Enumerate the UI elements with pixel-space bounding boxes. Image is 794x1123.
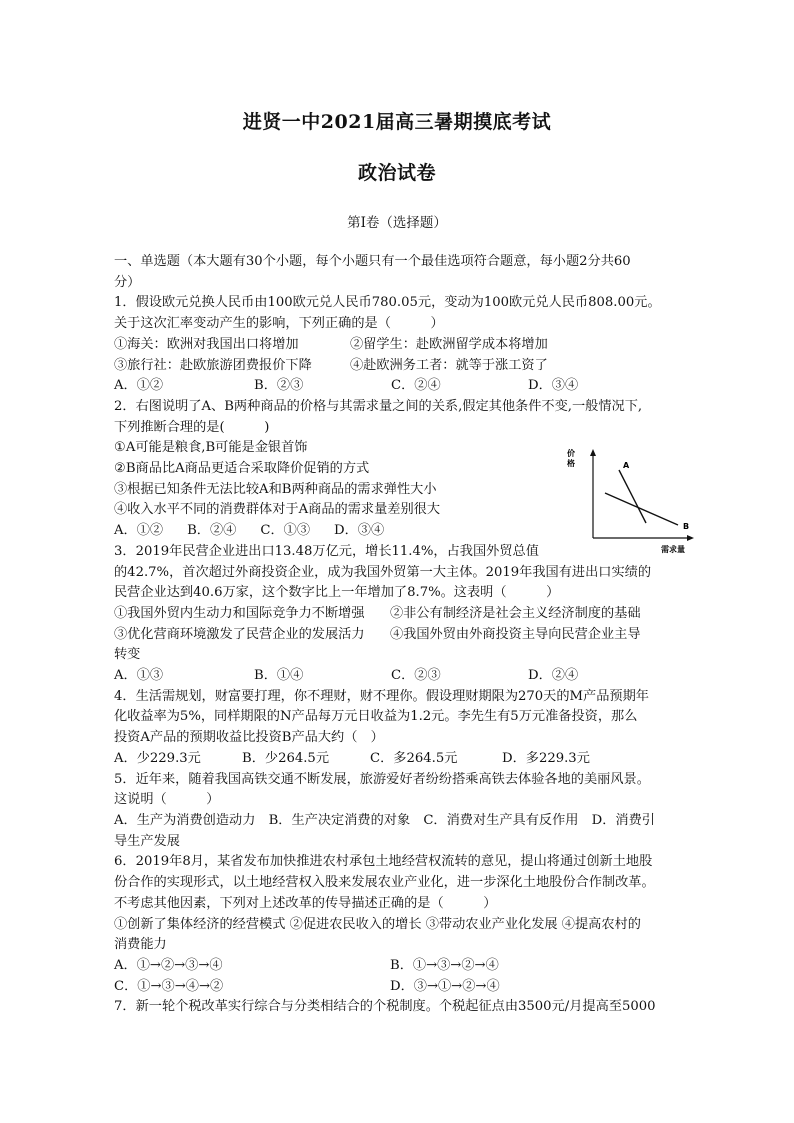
q6-items-line: ①创新了集体经济的经营模式 ②促进农民收入的增长 ③带动农业产业化发展 ④提高农村的: [114, 916, 641, 932]
section-intro-line: 分）: [114, 274, 141, 290]
q4-option-c: C．多264.5元: [370, 750, 458, 766]
q3-option-a: A．①③: [114, 668, 164, 684]
q6-option-b: B．①→③→②→④: [390, 957, 499, 973]
q5-stem: 5．近年来，随着我国高铁交通不断发展，旅游爱好者纷纷搭乘高铁去体验各地的美丽风景。: [114, 771, 650, 787]
q2-item: ①A可能是粮食,B可能是金银首饰: [114, 440, 308, 456]
q5-stem: 这说明（ ）: [114, 792, 220, 808]
q3-stem: 的42.7%，首次超过外商投资企业，成为我国外贸第一大主体。2019年我国有进出口实绩的: [114, 564, 652, 580]
q2-stem: 下列推断合理的是( ): [114, 419, 270, 435]
demand-line-a: [619, 470, 646, 523]
q3-item-tail: 转变: [114, 647, 141, 663]
x-axis-arrow: [687, 535, 694, 541]
q2-item: ②B商品比A商品更适合采取降价促销的方式: [114, 461, 370, 477]
q4-option-a: A．少229.3元: [114, 750, 201, 766]
q5-options-line: 导生产发展: [114, 833, 180, 849]
section-intro-line: 一、单选题（本大题有30个小题，每个小题只有一个最佳选项符合题意，每小题2分共60: [114, 254, 631, 269]
q2-option-a: A．①②: [114, 523, 164, 539]
q3-items-row: [114, 625, 684, 646]
q3-stem: 3．2019年民营企业进出口13.48万亿元，增长11.4%，占我国外贸总值: [114, 543, 539, 559]
q3-item: ②非公有制经济是社会主义经济制度的基础: [390, 605, 641, 621]
q1-option-c: C．②④: [391, 378, 441, 394]
q3-stem: 民营企业达到40.6万家，这个数字比上一年增加了8.7%。这表明（ ）: [114, 585, 560, 601]
q6-option-a: A．①→②→③→④: [114, 957, 223, 973]
q1-options: [114, 376, 684, 397]
q1-item: ④赴欧洲务工者：就等于涨工资了: [350, 357, 548, 373]
question-body: [114, 252, 684, 1018]
q6-option-c: C．①→③→④→②: [114, 978, 224, 994]
y-axis-label-line1: 价: [567, 449, 575, 458]
q1-option-a: A．①②: [114, 378, 164, 394]
q4-stem: 4．生活需规划，财富要打理，你不理财，财不理你。假设理财期限为270天的M产品预期年: [114, 688, 649, 704]
q1-item: ①海关：欧洲对我国出口将增加: [114, 336, 299, 352]
q1-stem: 1．假设欧元兑换人民币由100欧元兑人民币780.05元，变动为100欧元兑人民币808.00元。: [114, 295, 661, 311]
section-heading: 第Ⅰ卷（选择题）: [347, 215, 447, 231]
q3-item: ④我国外贸由外商投资主导向民营企业主导: [390, 626, 641, 642]
exam-subject: 政治试卷: [357, 162, 436, 184]
line-a-label: A: [623, 461, 630, 470]
q4-stem: 投资A产品的预期收益比投资B产品大约（ ）: [114, 730, 384, 746]
q2-demand-figure: [563, 446, 699, 554]
line-b-label: B: [683, 522, 690, 531]
q1-items-row: [114, 335, 684, 356]
q6-option-d: D．③→①→②→④: [390, 978, 500, 994]
q3-options: [114, 666, 684, 687]
q4-options: [114, 749, 684, 770]
q3-option-d: D．②④: [528, 668, 579, 684]
q1-option-b: B．②③: [254, 378, 304, 394]
q6-stem: 6．2019年8月，某省发布加快推进农村承包土地经营权流转的意见，提山将通过创新土地股: [114, 854, 653, 870]
q6-stem: 不考虑其他因素，下列对上述改革的传导描述正确的是（ ）: [114, 895, 497, 911]
q2-option-b: B．②④: [187, 523, 237, 539]
q6-options-row: [114, 977, 684, 998]
q2-stem: 2．右图说明了A、B两种商品的价格与其需求量之间的关系,假定其他条件不变,一般情况下,: [114, 398, 643, 414]
q1-item: ②留学生：赴欧洲留学成本将增加: [350, 336, 548, 352]
q3-option-c: C．②③: [391, 668, 441, 684]
y-axis-arrow: [590, 449, 596, 456]
q2-option-d: D．③④: [334, 523, 385, 539]
q3-option-b: B．①④: [254, 668, 304, 684]
q4-option-d: D．多229.3元: [502, 750, 590, 766]
q3-item: ①我国外贸内生动力和国际竞争力不断增强: [114, 605, 365, 621]
x-axis-label: 需求量: [661, 545, 685, 554]
q7-stem: 7．新一轮个税改革实行综合与分类相结合的个税制度。个税起征点由3500元/月提高至5000: [114, 999, 656, 1015]
q2-option-c: C．①③: [260, 523, 311, 539]
exam-title: 进贤一中2021届高三暑期摸底考试: [242, 111, 552, 133]
q1-items-row: [114, 356, 684, 377]
demand-line-b: [605, 493, 678, 525]
q1-stem: 关于这次汇率变动产生的影响，下列正确的是（ ）: [114, 316, 444, 332]
q6-items-line: 消费能力: [114, 937, 167, 953]
q3-items-row: [114, 604, 684, 625]
y-axis-label-line2: 格: [567, 459, 575, 468]
q6-options-row: [114, 956, 684, 977]
q5-options-line: A．生产为消费创造动力 B．生产决定消费的对象 C．消费对生产具有反作用 D．消费引: [114, 812, 655, 828]
q3-item: ③优化营商环境激发了民营企业的发展活力: [114, 626, 365, 642]
q4-stem: 化收益率为5%，同样期限的N产品每万元日收益为1.2元。李先生有5万元准备投资，那么: [114, 709, 638, 725]
q6-stem: 份合作的实现形式，以土地经营权入股来发展农业产业化，进一步深化土地股份合作制改革。: [114, 875, 655, 891]
q2-item: ④收入水平不同的消费群体对于A商品的需求量差别很大: [114, 502, 441, 518]
q1-option-d: D．③④: [528, 378, 579, 394]
q4-option-b: B．少264.5元: [242, 750, 330, 766]
q2-item: ③根据已知条件无法比较A和B两种商品的需求弹性大小: [114, 481, 437, 497]
q1-item: ③旅行社：赴欧旅游团费报价下降: [114, 357, 312, 373]
